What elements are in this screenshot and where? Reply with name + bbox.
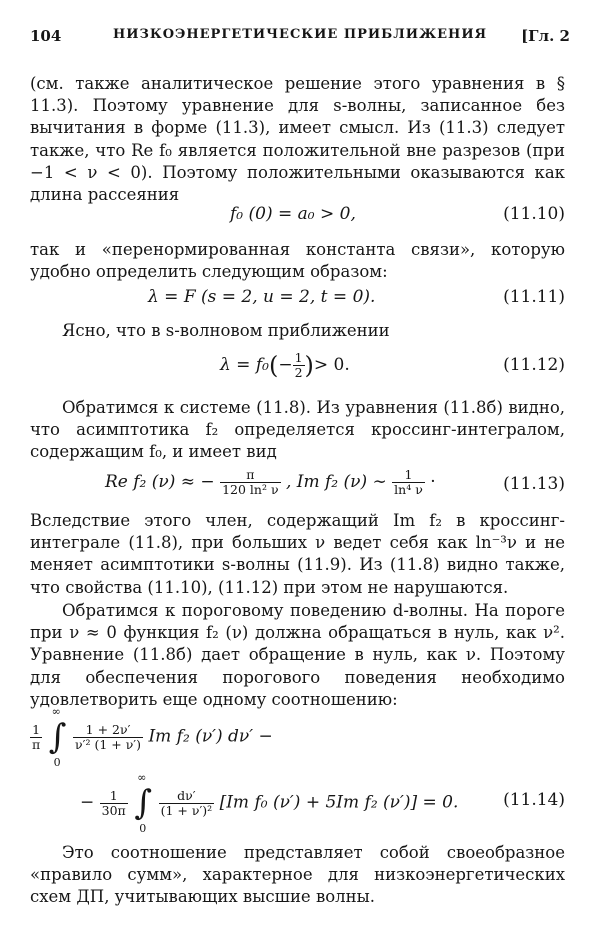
paragraph-5: Вследствие этого член, содержащий Im f₂ в кроссинг-интеграле (11.8), при больших ν ведет себя как ln⁻³ν и не меняет асимптотики s-волны (11.9). Из (11.8) видно также, что свойства (11.10), (11.12) при этом не нарушаются. [30,511,565,597]
paragraph-2: так и «перенормированная константа связи», которую удобно определить следующим образом: [30,240,565,282]
equation-part: Re f₂ (ν) ≈ − [105,472,215,492]
fraction: $\frac{1 + 2\nu'}{\text{ν′² (1 + ν′)}}$ [75,721,142,752]
equation-11-10 [30,204,565,238]
integral-sign: ∫ ∞ 0 [134,771,153,835]
fraction: $\frac{\pi}{\text{120 ln² ν}}$ [222,467,279,497]
equation-11-13 [30,466,565,506]
chapter-marker: [Гл. 2 [521,27,570,45]
fraction: $\frac{1}{30\pi}$ [101,787,126,818]
equation-11-14-line-1 [30,705,565,772]
fraction: $\frac{1}{2}$ [294,350,303,380]
running-title: НИЗКОЭНЕРГЕТИЧЕСКИЕ ПРИБЛИЖЕНИЯ [112,27,488,42]
equation-body: f₀ (0) = a₀ > 0, [230,204,356,224]
equation-part: · [430,472,436,492]
equation-part: [Im f₀ (ν′) + 5Im f₂ (ν′)] = 0. [219,792,459,813]
page-number: 104 [30,27,62,45]
equation-part: Im f₂ (ν′) dν′ − [148,726,273,747]
fraction: $\frac{1}{\text{ln⁴ ν}}$ [394,467,423,497]
equation-11-14-line-2 [30,771,565,838]
equation-number: (11.10) [503,204,565,224]
paragraph-4: Обратимся к системе (11.8). Из уравнения (11.8б) видно, что асимптотика f₂ определяется кроссинг-интегралом, содержащим f₀, и имеет вид [30,398,565,462]
equation-11-11 [30,287,565,321]
equation-number: (11.14) [503,790,565,810]
fraction: $\frac{1}{\pi}$ [32,721,41,752]
paragraph-3: Ясно, что в s-волновом приближении [62,321,390,340]
equation-part: , Im f₂ (ν) ∼ [285,472,387,492]
equation-number: (11.13) [503,474,565,494]
equation-lhs: λ = f₀ [220,355,269,375]
paragraph-7: Это соотношение представляет собой своеобразное «правило сумм», характерное для низкоэнергетических схем ДП, учитывающих высшие волны. [30,843,565,907]
equation-number: (11.12) [503,355,565,375]
equation-body: λ = F (s = 2, u = 2, t = 0). [148,287,376,307]
integral-sign: ∫ ∞ 0 [48,705,67,769]
equation-rhs: > 0. [313,355,350,375]
page-header [30,27,570,53]
paragraph-1: (см. также аналитическое решение этого уравнения в § 11.3). Поэтому уравнение для s-волны, записанное без вычитания в форме (11.3), имеет смысл. Из (11.3) следует также, что Re f₀ является положительной вне разрезов (при −1 < ν < 0). Поэтому положительными оказываются как длина рассеяния [30,74,565,205]
equation-11-12: λ = f₀(− $\frac{1}{2}$ )> 0. (11.12) [220,350,565,380]
equation-number: (11.11) [503,287,565,307]
paragraph-6: Обратимся к пороговому поведению d-волны. На пороге при ν ≈ 0 функция f₂ (ν) должна обращаться в нуль, как ν². Уравнение (11.8б) дает обращение в нуль, как ν. Поэтому для обеспечения порогового поведения необходимо удовлетворить еще одному соотношению: [30,601,565,709]
equation-part: − [80,792,95,813]
fraction: $\frac{d\nu'}{\text{(1 + ν′)²}}$ [160,787,213,818]
